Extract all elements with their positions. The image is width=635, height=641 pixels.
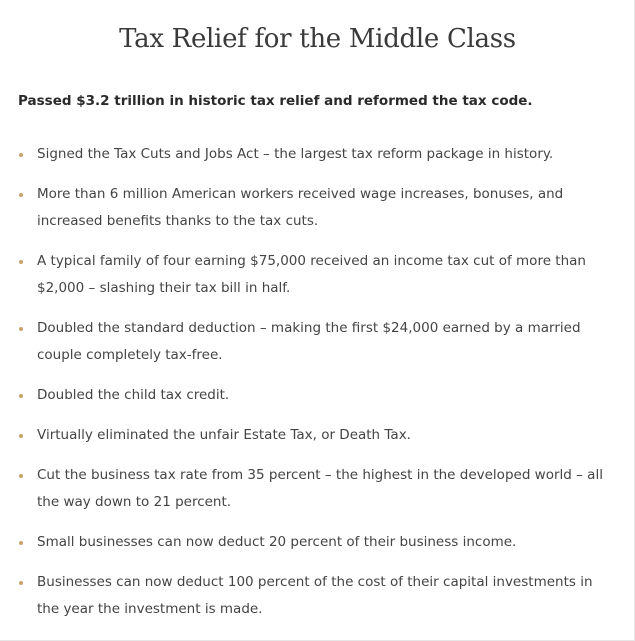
list-item-text: Signed the Tax Cuts and Jobs Act – the largest tax reform package in history.	[37, 146, 554, 162]
page-subtitle: Passed $3.2 trillion in historic tax relief and reformed the tax code.	[18, 93, 533, 109]
list-item	[0, 569, 635, 623]
list-item	[0, 248, 635, 302]
bullet-icon	[19, 434, 23, 438]
list-item	[0, 382, 635, 409]
list-item-text: Businesses can now deduct 100 percent of the cost of their capital investments in the year the investment is made.	[37, 574, 593, 617]
bullet-icon	[19, 581, 23, 585]
list-item	[0, 422, 635, 449]
list-item	[0, 462, 635, 516]
bullet-icon	[19, 474, 23, 478]
bullet-icon	[19, 153, 23, 157]
bullet-list	[0, 141, 635, 636]
list-item	[0, 141, 635, 168]
list-item-text: Doubled the standard deduction – making the first $24,000 earned by a married couple completely tax-free.	[37, 320, 581, 363]
list-item	[0, 181, 635, 235]
list-item-text: More than 6 million American workers received wage increases, bonuses, and increased benefits thanks to the tax cuts.	[37, 186, 564, 229]
bullet-icon	[19, 327, 23, 331]
bullet-icon	[19, 260, 23, 264]
bullet-icon	[19, 541, 23, 545]
list-item-text: A typical family of four earning $75,000 received an income tax cut of more than $2,000 – slashing their tax bill in half.	[37, 253, 586, 296]
list-item-text: Doubled the child tax credit.	[37, 387, 230, 403]
bullet-icon	[19, 394, 23, 398]
page-title: Tax Relief for the Middle Class	[119, 24, 516, 54]
list-item	[0, 529, 635, 556]
list-item-text: Small businesses can now deduct 20 percent of their business income.	[37, 534, 517, 550]
bullet-icon	[19, 193, 23, 197]
list-item-text: Virtually eliminated the unfair Estate Tax, or Death Tax.	[37, 427, 411, 443]
list-item-text: Cut the business tax rate from 35 percent – the highest in the developed world – all the way down to 21 percent.	[37, 467, 603, 510]
list-item	[0, 315, 635, 369]
